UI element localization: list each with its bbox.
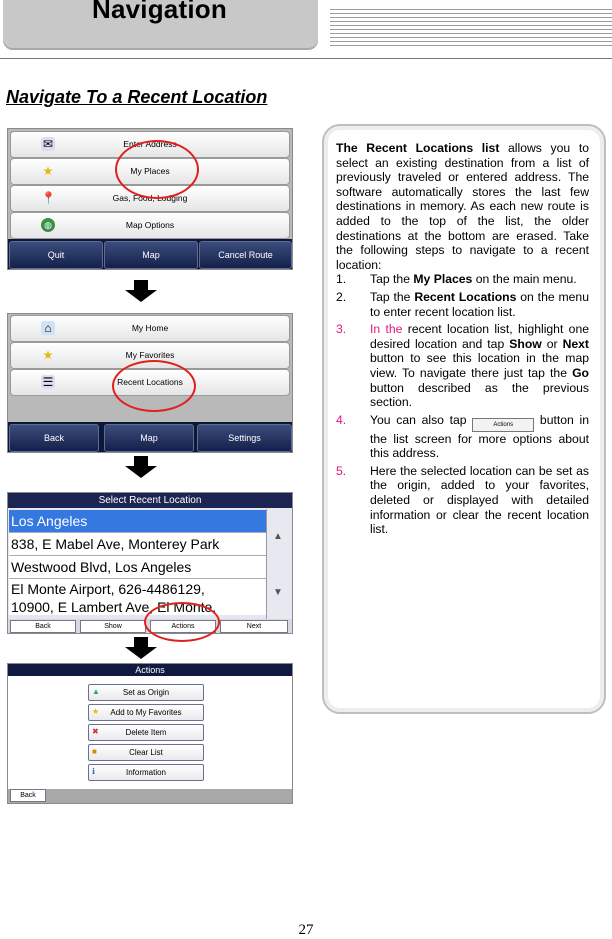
step-3: 3. In the recent location list, highlight one desired location and tap Show or Next button to see this location in the map view. To navigate there just tap the Go button described as the previous section. bbox=[336, 322, 590, 410]
clear-list-button[interactable]: ■ Clear List bbox=[88, 744, 204, 761]
actions-screenshot bbox=[7, 663, 293, 804]
header-stripes bbox=[330, 6, 612, 48]
back-button[interactable]: Back bbox=[10, 789, 46, 802]
highlight-circle bbox=[112, 360, 196, 412]
menu-item-recent-locations[interactable]: ☰ Recent Locations bbox=[10, 369, 290, 396]
star-icon: ★ bbox=[42, 164, 54, 178]
screen-title: Select Recent Location bbox=[8, 493, 292, 508]
header-divider bbox=[0, 58, 612, 59]
star-icon: ★ bbox=[42, 348, 54, 362]
down-arrow-icon bbox=[125, 637, 157, 659]
intro-paragraph: The Recent Locations list allows you to select an existing destination from a list of previously traveled or entered address. The software automatically stores the last few destinations in memory. As each new route is added to the top of the list, the older destinations at the bottom are erased. Take the following steps to navigate to a recent location: bbox=[336, 141, 589, 272]
menu-item-map-options[interactable]: ◍ Map Options bbox=[10, 212, 290, 239]
header-title: Navigation bbox=[92, 0, 227, 24]
menu-item-my-places[interactable]: ★ My Places bbox=[10, 158, 290, 185]
list-icon: ☰ bbox=[42, 375, 54, 389]
actions-button[interactable]: Actions bbox=[150, 620, 216, 633]
add-to-favorites-button[interactable]: ★ Add to My Favorites bbox=[88, 704, 204, 721]
actions-inline-button: Actions bbox=[472, 418, 534, 432]
home-icon: ⌂ bbox=[41, 321, 55, 335]
show-button[interactable]: Show bbox=[80, 620, 146, 633]
settings-button[interactable]: Settings bbox=[197, 424, 292, 452]
set-as-origin-button[interactable]: ▲ Set as Origin bbox=[88, 684, 204, 701]
list-item[interactable]: El Monte Airport, 626-4486129, bbox=[9, 579, 267, 597]
info-icon: ℹ bbox=[92, 767, 96, 776]
cancel-route-button[interactable]: Cancel Route bbox=[199, 241, 292, 269]
bottom-bar bbox=[8, 422, 292, 452]
page-number: 27 bbox=[298, 922, 314, 938]
quit-button[interactable]: Quit bbox=[9, 241, 103, 269]
down-arrow-icon bbox=[125, 280, 157, 302]
actions-panel bbox=[8, 676, 292, 789]
step-5: 5. Here the selected location can be set as the origin, added to your favorites, deleted or displayed with detailed information or clear the recent location list. bbox=[336, 463, 589, 537]
delete-item-button[interactable]: ✖ Delete Item bbox=[88, 724, 204, 741]
map-button[interactable]: Map bbox=[104, 241, 198, 269]
back-button[interactable]: Back bbox=[9, 424, 99, 452]
information-button[interactable]: ℹ Information bbox=[88, 764, 204, 781]
step-1: 1. Tap the My Places on the main menu. bbox=[336, 272, 577, 287]
envelope-icon: ✉ bbox=[42, 137, 54, 151]
menu-item-gas-food-lodging[interactable]: 📍 Gas, Food, Lodging bbox=[10, 185, 290, 212]
menu-item-my-favorites[interactable]: ★ My Favorites bbox=[10, 342, 290, 369]
delete-icon: ✖ bbox=[92, 727, 99, 736]
menu-item-my-home[interactable]: ⌂ My Home bbox=[10, 315, 290, 342]
next-button[interactable]: Next bbox=[220, 620, 288, 633]
scrollbar[interactable] bbox=[266, 509, 291, 619]
highlight-circle bbox=[144, 602, 220, 642]
pin-icon: 📍 bbox=[41, 191, 56, 205]
screen-title: Actions bbox=[8, 664, 292, 676]
step-4: 4. You can also tap Actions button in the list screen for more options about this address. bbox=[336, 412, 589, 461]
list-item[interactable]: Westwood Blvd, Los Angeles bbox=[9, 556, 267, 579]
clear-icon: ■ bbox=[92, 747, 97, 756]
info-text bbox=[336, 141, 589, 537]
map-button[interactable]: Map bbox=[104, 424, 194, 452]
star-icon: ★ bbox=[92, 707, 100, 716]
scroll-up-icon[interactable]: ▲ bbox=[273, 531, 283, 542]
scroll-down-icon[interactable]: ▼ bbox=[273, 587, 283, 598]
list-item[interactable]: 838, E Mabel Ave, Monterey Park bbox=[9, 533, 267, 556]
bottom-bar bbox=[8, 789, 292, 803]
menu-item-enter-address[interactable]: ✉ Enter Address bbox=[10, 131, 290, 158]
step-2: 2. Tap the Recent Locations on the menu to enter recent location list. bbox=[336, 289, 589, 319]
bottom-bar bbox=[8, 239, 292, 269]
back-button[interactable]: Back bbox=[10, 620, 76, 633]
origin-icon: ▲ bbox=[92, 687, 100, 696]
list-item[interactable]: Los Angeles bbox=[9, 510, 267, 533]
section-title: Navigate To a Recent Location bbox=[6, 87, 268, 107]
globe-icon: ◍ bbox=[41, 218, 55, 232]
down-arrow-icon bbox=[125, 456, 157, 478]
list-item[interactable]: 10900, E Lambert Ave, El Monte, bbox=[9, 597, 267, 615]
highlight-circle bbox=[115, 140, 199, 199]
